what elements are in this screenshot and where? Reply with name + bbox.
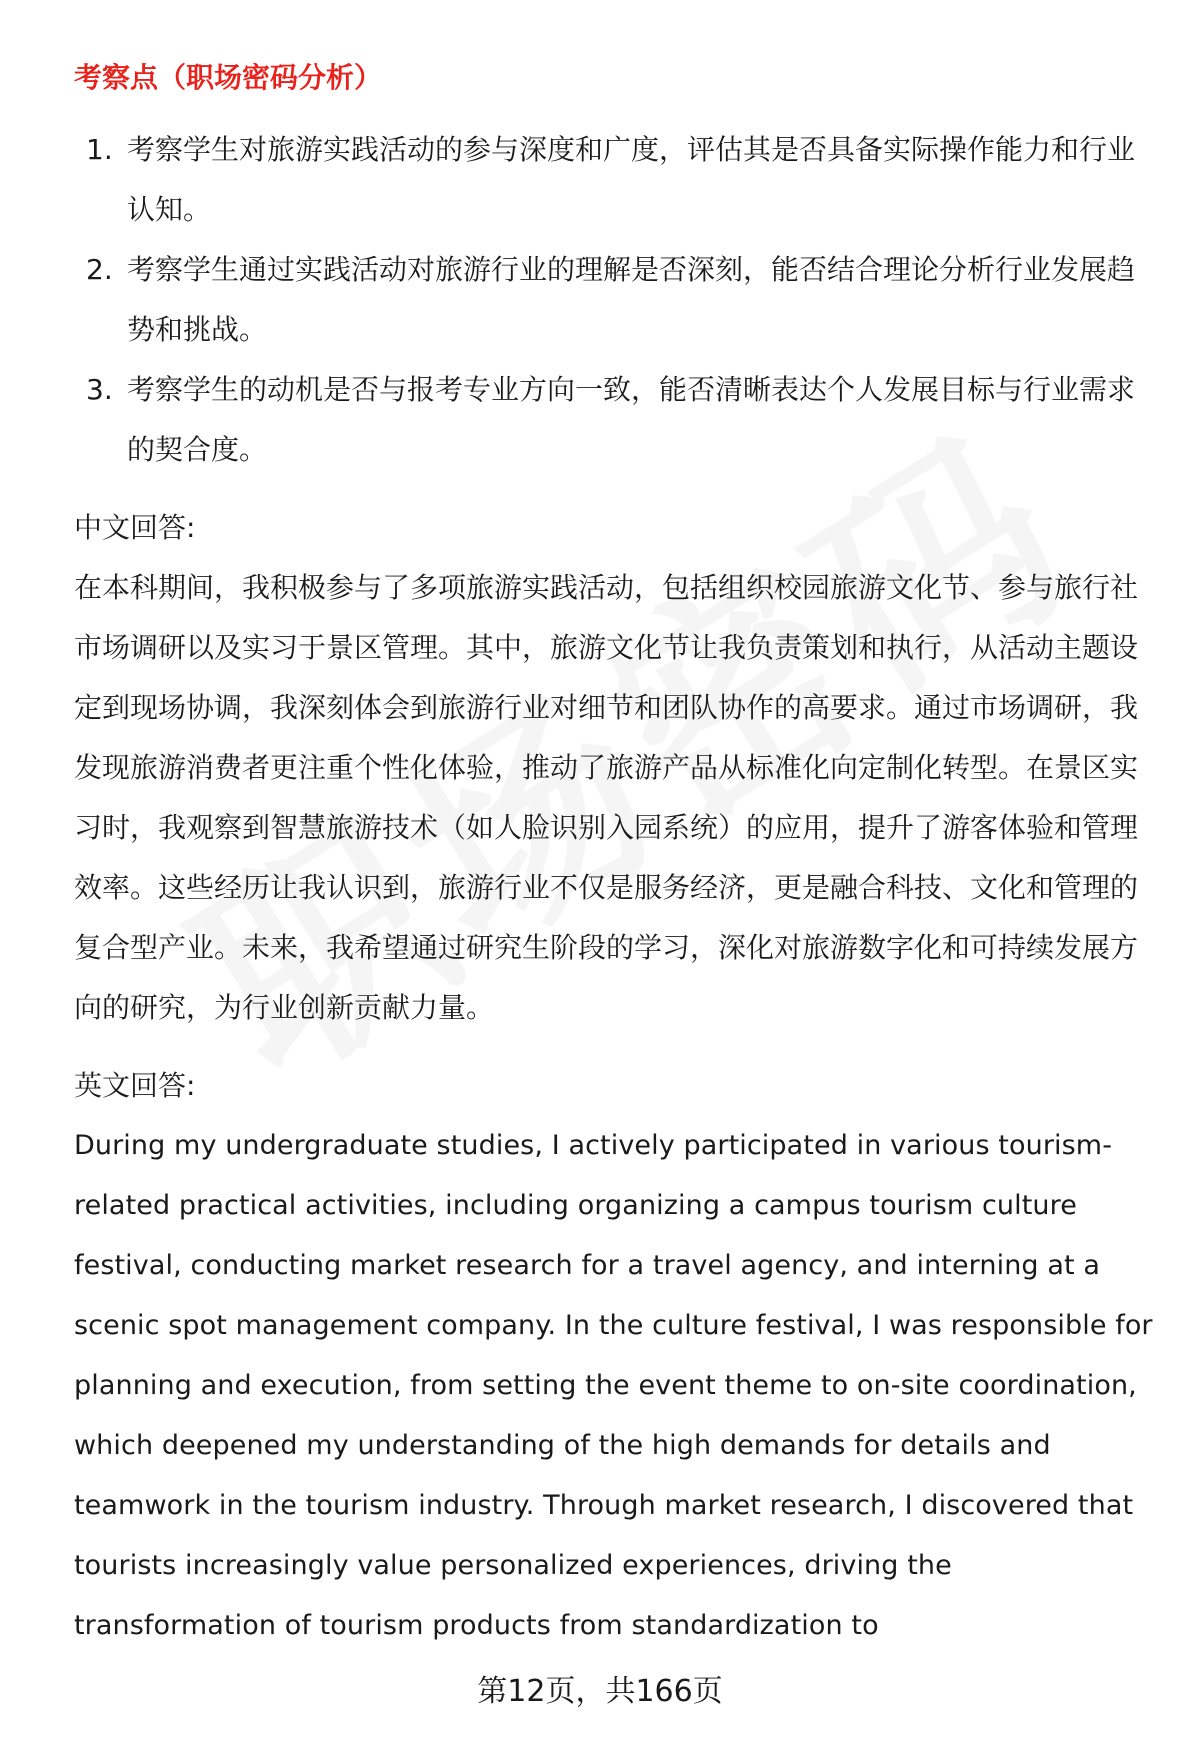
page-number: 第12页，共166页 — [477, 1674, 723, 1709]
assessment-points-list — [74, 120, 1154, 480]
chinese-answer-label: 中文回答: — [74, 511, 196, 544]
section-title: 考察点（职场密码分析） — [74, 61, 383, 94]
point-text: 考察学生通过实践活动对旅游行业的理解是否深刻，能否结合理论分析行业发展趋势和挑战。 — [127, 253, 1136, 346]
point-number: 2. — [86, 253, 113, 286]
assessment-point — [74, 120, 1154, 240]
point-number: 3. — [86, 373, 113, 406]
page-content — [74, 58, 1154, 1656]
assessment-point — [74, 360, 1154, 480]
chinese-answer-text: 在本科期间，我积极参与了多项旅游实践活动，包括组织校园旅游文化节、参与旅行社市场调研以及实习于景区管理。其中，旅游文化节让我负责策划和执行，从活动主题设定到现场协调，我深刻体会到旅游行业对细节和团队协作的高要求。通过市场调研，我发现旅游消费者更注重个性化体验，推动了旅游产品从标准化向定制化转型。在景区实习时，我观察到智慧旅游技术（如人脸识别入园系统）的应用，提升了游客体验和管理效率。这些经历让我认识到，旅游行业不仅是服务经济，更是融合科技、文化和管理的复合型产业。未来，我希望通过研究生阶段的学习，深化对旅游数字化和可持续发展方向的研究，为行业创新贡献力量。 — [74, 571, 1139, 1024]
english-answer-label: 英文回答: — [74, 1069, 196, 1102]
point-number: 1. — [86, 133, 113, 166]
point-text: 考察学生的动机是否与报考专业方向一致，能否清晰表达个人发展目标与行业需求的契合度。 — [127, 373, 1136, 466]
assessment-point — [74, 240, 1154, 360]
english-answer-text: During my undergraduate studies, I actively participated in various tourism-related practical activities, including organizing a campus tourism culture festival, conducting market research for a travel agency, and interning at a scenic spot management company. In the culture festival, I was responsible for planning and execution, from setting the event theme to on-site coordination, which deepened my understanding of the high demands for details and teamwork in the tourism industry. Through market research, I discovered that tourists increasingly value personalized experiences, driving the transformation of tourism products from standardization to — [74, 1130, 1153, 1641]
point-text: 考察学生对旅游实践活动的参与深度和广度，评估其是否具备实际操作能力和行业认知。 — [127, 133, 1136, 226]
